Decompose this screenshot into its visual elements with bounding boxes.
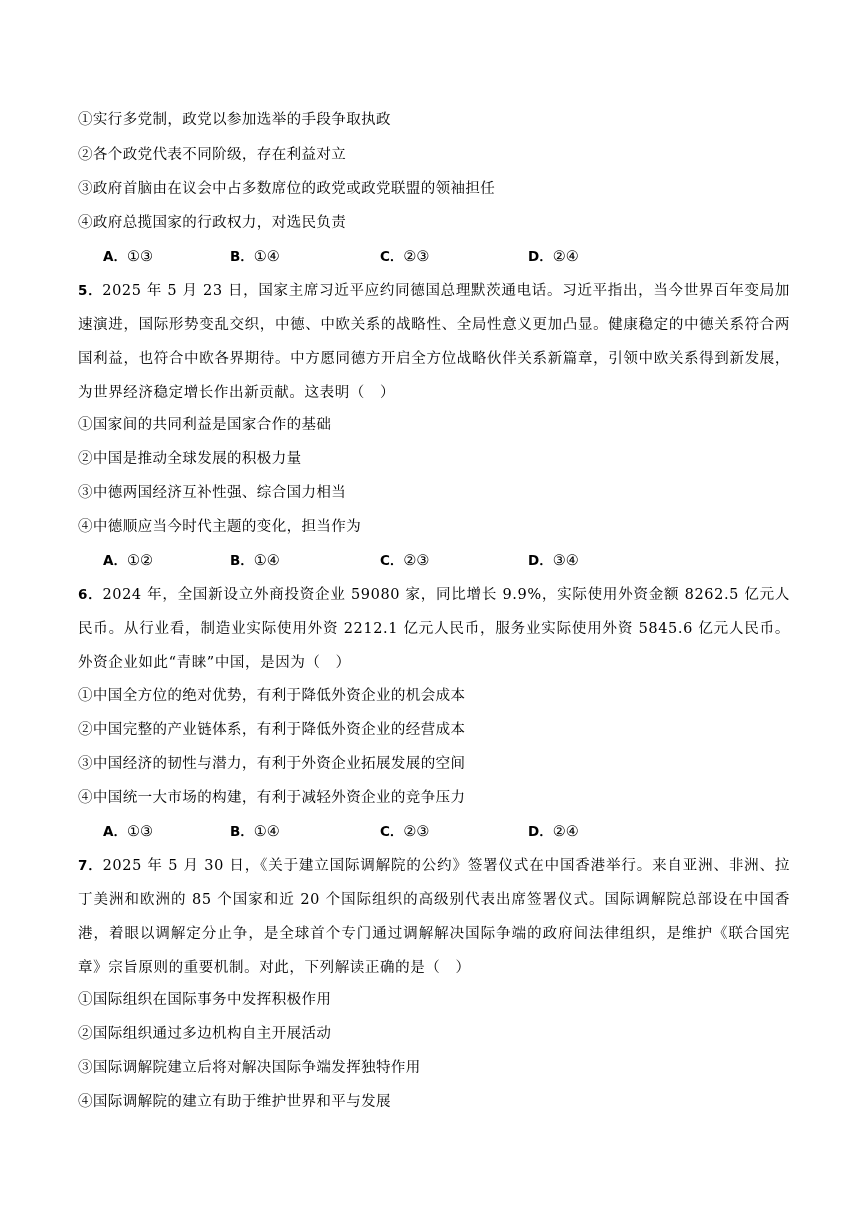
option-label: A． bbox=[103, 824, 127, 840]
q6-statement-4: ④中国统一大市场的构建，有利于减轻外资企业的竞争压力 bbox=[78, 790, 466, 806]
option-label: A． bbox=[103, 553, 127, 569]
option-label: D． bbox=[528, 249, 553, 265]
q7-statement-1: ①国际组织在国际事务中发挥积极作用 bbox=[78, 992, 332, 1008]
q6-options bbox=[103, 820, 703, 844]
q7-number: 7． bbox=[78, 858, 103, 874]
q5-option-b[interactable] bbox=[230, 549, 280, 573]
q6-number: 6． bbox=[78, 587, 103, 603]
option-value: ①④ bbox=[253, 553, 280, 569]
option-value: ②④ bbox=[552, 824, 579, 840]
q6-option-d[interactable] bbox=[528, 820, 579, 844]
q4-option-a[interactable] bbox=[103, 245, 153, 269]
option-value: ②③ bbox=[403, 553, 430, 569]
q5-stem bbox=[78, 274, 790, 410]
option-label: C． bbox=[380, 824, 404, 840]
q6-option-c[interactable] bbox=[380, 820, 429, 844]
option-label: C． bbox=[380, 249, 404, 265]
q6-statement-1: ①中国全方位的绝对优势，有利于降低外资企业的机会成本 bbox=[78, 688, 466, 704]
option-label: C． bbox=[380, 553, 404, 569]
option-label: B． bbox=[230, 553, 254, 569]
q5-statement-2: ②中国是推动全球发展的积极力量 bbox=[78, 451, 302, 467]
option-value: ①④ bbox=[253, 824, 280, 840]
q7-statement-2: ②国际组织通过多边机构自主开展活动 bbox=[78, 1026, 332, 1042]
q4-option-d[interactable] bbox=[528, 245, 579, 269]
q5-statement-3: ③中德两国经济互补性强、综合国力相当 bbox=[78, 485, 347, 501]
option-value: ①③ bbox=[126, 824, 153, 840]
option-value: ②③ bbox=[403, 249, 430, 265]
option-value: ①② bbox=[126, 553, 153, 569]
option-value: ①④ bbox=[253, 249, 280, 265]
q6-option-b[interactable] bbox=[230, 820, 280, 844]
q4-statement-3: ③政府首脑由在议会中占多数席位的政党或政党联盟的领袖担任 bbox=[78, 181, 496, 197]
option-label: D． bbox=[528, 553, 553, 569]
q6-statement-2: ②中国完整的产业链体系，有利于降低外资企业的经营成本 bbox=[78, 722, 466, 738]
q5-option-a[interactable] bbox=[103, 549, 153, 573]
q6-statement-3: ③中国经济的韧性与潜力，有利于外资企业拓展发展的空间 bbox=[78, 756, 466, 772]
q6-option-a[interactable] bbox=[103, 820, 153, 844]
option-label: B． bbox=[230, 249, 254, 265]
q5-option-c[interactable] bbox=[380, 549, 429, 573]
option-value: ②③ bbox=[403, 824, 430, 840]
q4-options bbox=[103, 245, 703, 269]
option-value: ①③ bbox=[126, 249, 153, 265]
option-value: ②④ bbox=[552, 249, 579, 265]
q5-number: 5． bbox=[78, 283, 103, 299]
q5-text: 2025 年 5 月 23 日，国家主席习近平应约同德国总理默茨通电话。习近平指出，当今世界百年变局加速演进，国际形势变乱交织，中德、中欧关系的战略性、全局性意义更加凸显。健康稳定的中德关系符合两国利益，也符合中欧各界期待。中方愿同德方开启全方位战略伙伴关系新篇章，引领中欧关系得到新发展，为世界经济稳定增长作出新贡献。这表明（ ） bbox=[78, 283, 790, 401]
option-label: A． bbox=[103, 249, 127, 265]
q4-statement-2: ②各个政党代表不同阶级，存在利益对立 bbox=[78, 147, 347, 163]
q7-statement-3: ③国际调解院建立后将对解决国际争端发挥独特作用 bbox=[78, 1060, 421, 1076]
q5-statement-4: ④中德顺应当今时代主题的变化，担当作为 bbox=[78, 519, 362, 535]
q7-text: 2025 年 5 月 30 日，《关于建立国际调解院的公约》签署仪式在中国香港举行。来自亚洲、非洲、拉丁美洲和欧洲的 85 个国家和近 20 个国际组织的高级别代表出席签署仪式。国际调解院总部设在中国香港，着眼以调解定分止争，是全球首个专门通过调解解决国际争端的政府间法律组织，是维护《联合国宪章》宗旨原则的重要机制。对此，下列解读正确的是（ ） bbox=[78, 858, 790, 976]
option-label: B． bbox=[230, 824, 254, 840]
q6-stem bbox=[78, 578, 790, 680]
q6-text: 2024 年，全国新设立外商投资企业 59080 家，同比增长 9.9%，实际使用外资金额 8262.5 亿元人民币。从行业看，制造业实际使用外资 2212.1 亿元人民币，服务业实际使用外资 5845.6 亿元人民币。外资企业如此“青睐”中国，是因为（ ） bbox=[78, 587, 791, 671]
option-value: ③④ bbox=[552, 553, 579, 569]
q5-statement-1: ①国家间的共同利益是国家合作的基础 bbox=[78, 417, 332, 433]
q7-stem bbox=[78, 849, 790, 985]
q4-option-c[interactable] bbox=[380, 245, 429, 269]
q5-options bbox=[103, 549, 703, 573]
option-label: D． bbox=[528, 824, 553, 840]
q4-statement-4: ④政府总揽国家的行政权力，对选民负责 bbox=[78, 215, 347, 231]
q4-statement-1: ①实行多党制，政党以参加选举的手段争取执政 bbox=[78, 112, 391, 128]
q4-option-b[interactable] bbox=[230, 245, 280, 269]
q5-option-d[interactable] bbox=[528, 549, 579, 573]
q7-statement-4: ④国际调解院的建立有助于维护世界和平与发展 bbox=[78, 1094, 391, 1110]
